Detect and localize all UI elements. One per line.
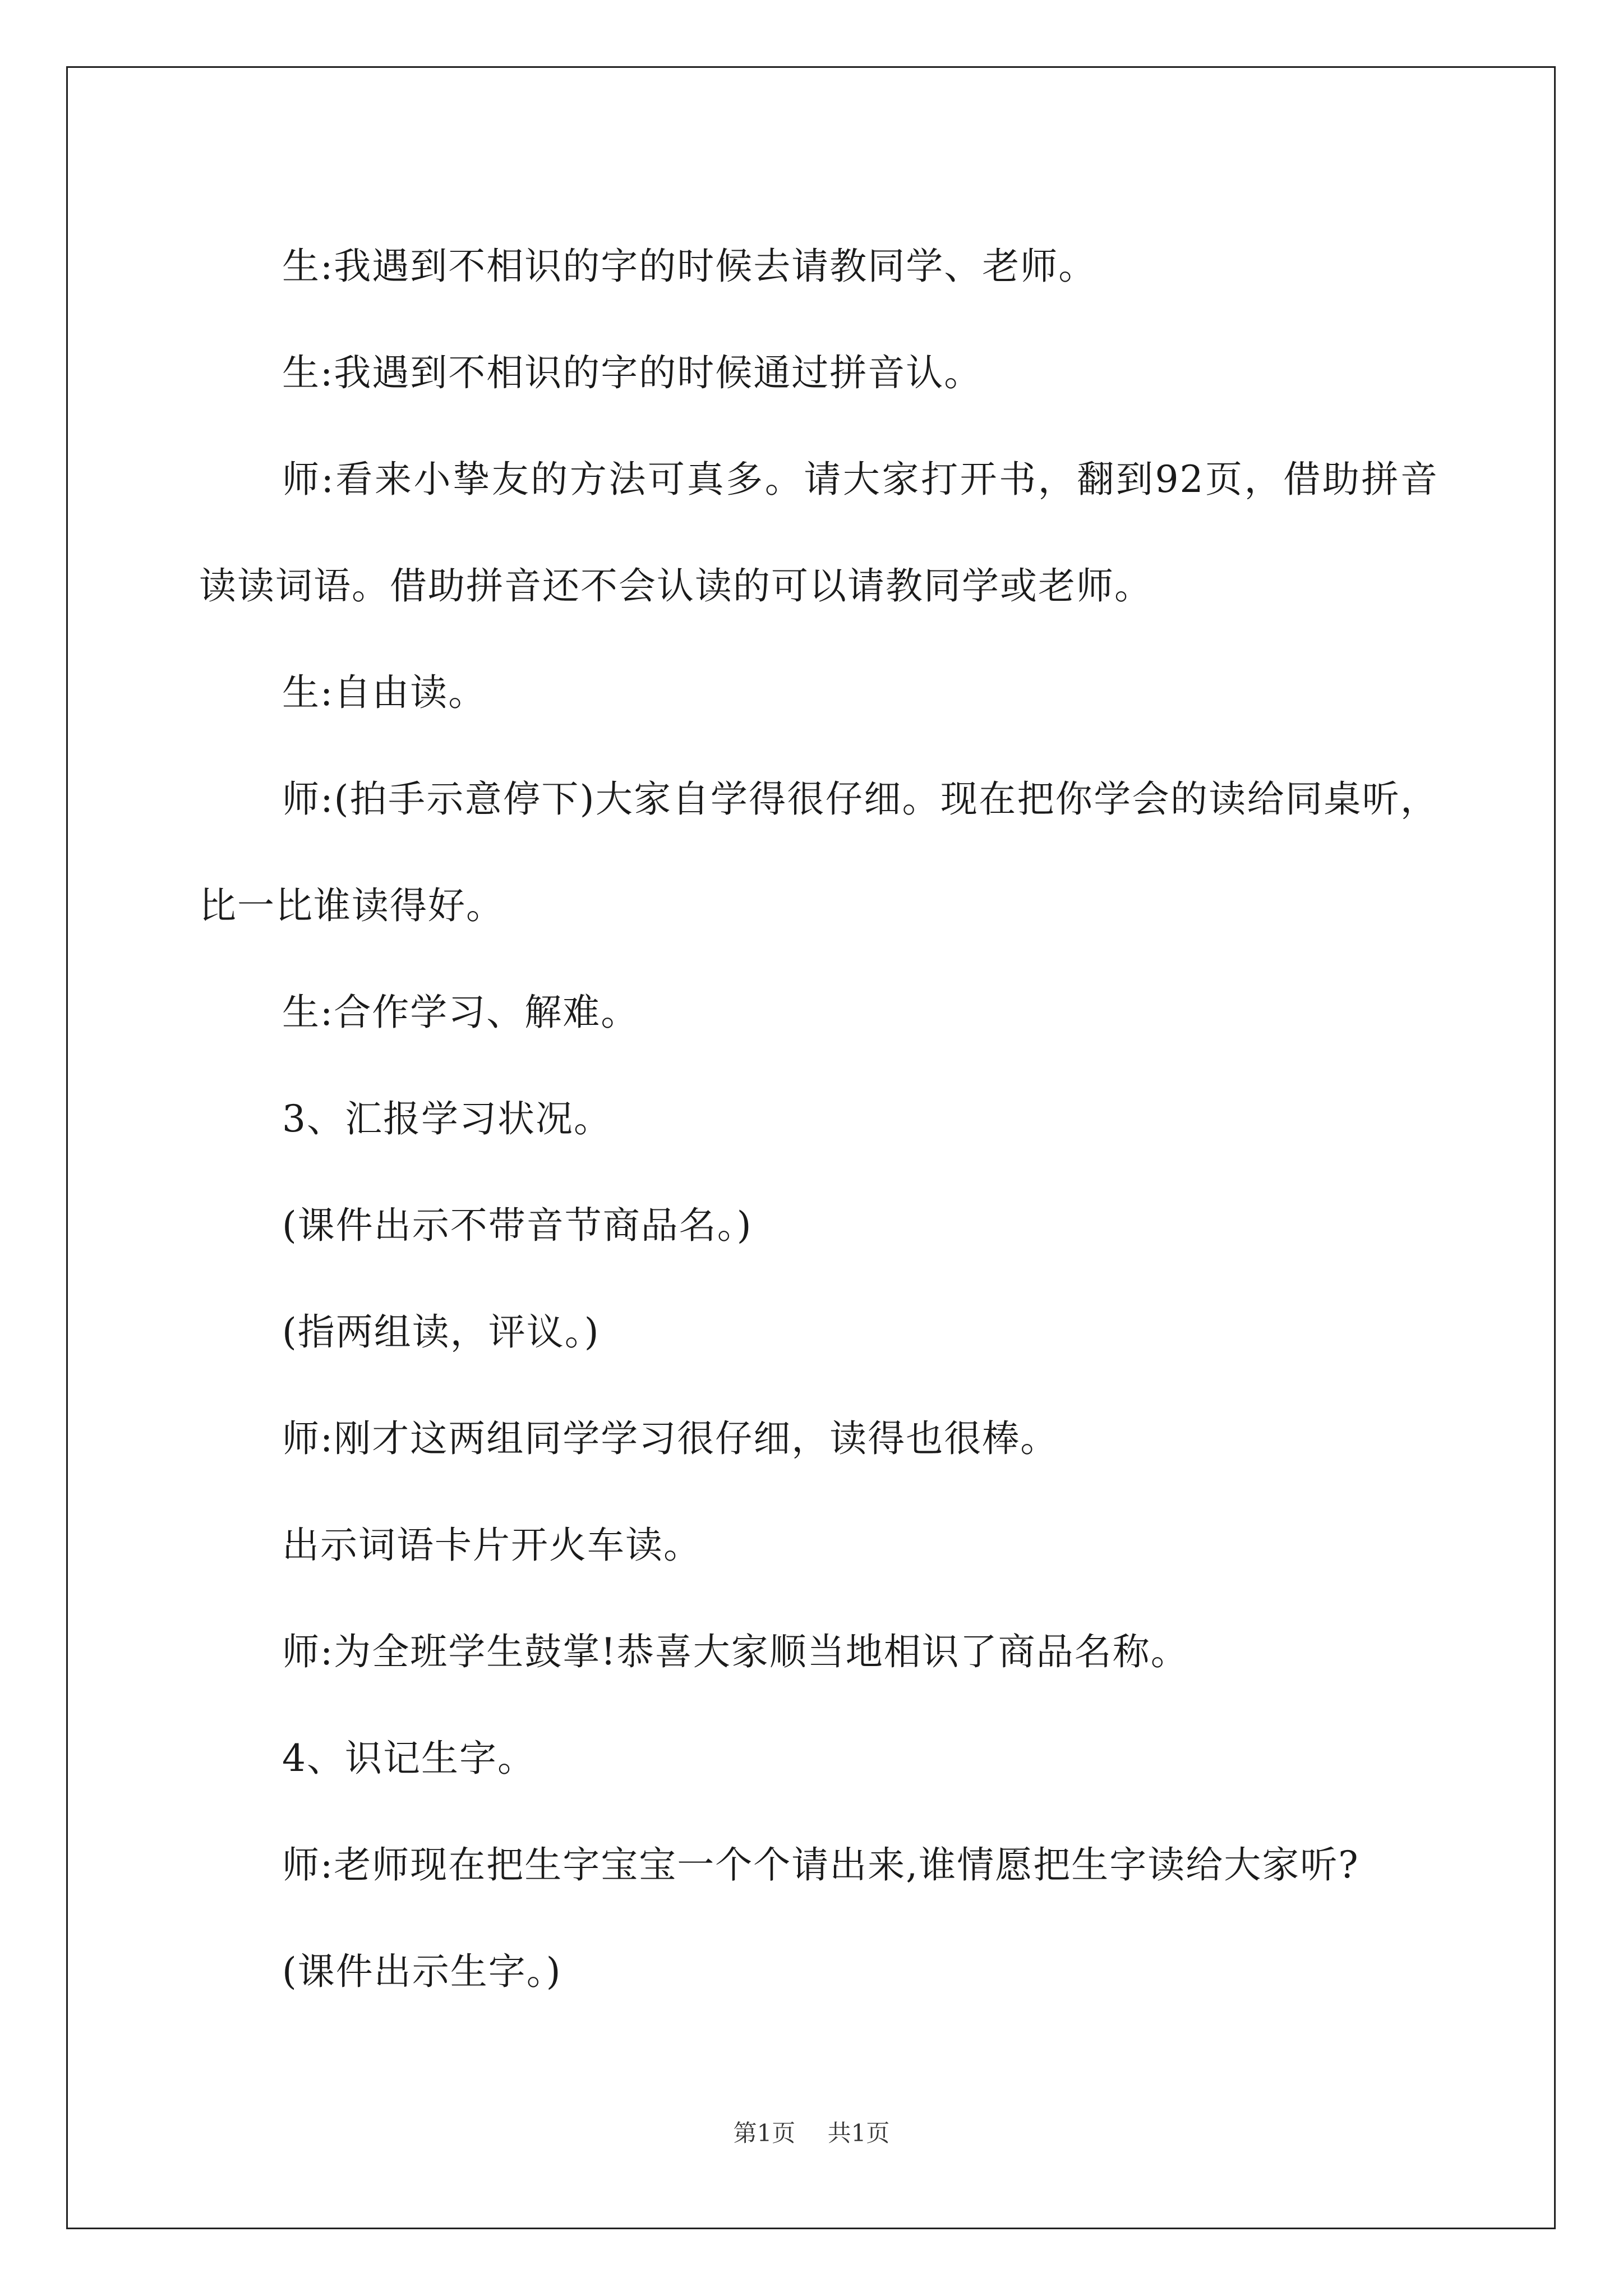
paragraph: 生:我遇到不相识的字的时候去请教同学、老师。 (282, 245, 1097, 288)
paragraph: 师:老师现在把生字宝宝一个个请出来,谁情愿把生字读给大家听? (282, 1843, 1359, 1887)
paragraph: (课件出示不带音节商品名。) (282, 1204, 753, 1247)
document-body (199, 213, 1438, 2025)
paragraph: 生:合作学习、解难。 (282, 991, 639, 1034)
paragraph: 师:刚才这两组同学学习很仔细，读得也很棒。 (282, 1417, 1059, 1460)
paragraph: 师:(拍手示意停下)大家自学得很仔细。现在把你学会的读给同桌听，比一比谁读得好。 (199, 777, 1438, 927)
page-number: 第1页 (733, 2119, 796, 2147)
paragraph: (指两组读，评议。) (282, 1310, 600, 1354)
paragraph: 生:我遇到不相识的字的时候通过拼音认。 (282, 351, 983, 394)
paragraph: 4、识记生字。 (282, 1737, 536, 1780)
page-footer (0, 2115, 1623, 2148)
paragraph: 师:看来小挚友的方法可真多。请大家打开书，翻到92页，借助拼音读读词语。借助拼音还不会认读的可以请教同学或老师。 (199, 458, 1438, 608)
page-total: 共1页 (827, 2119, 890, 2147)
paragraph: 生:自由读。 (282, 671, 487, 714)
paragraph: 出示词语卡片开火车读。 (282, 1524, 702, 1567)
paragraph: 3、汇报学习状况。 (282, 1097, 612, 1140)
paragraph: (课件出示生字。) (282, 1950, 562, 1993)
paragraph: 师:为全班学生鼓掌!恭喜大家顺当地相识了商品名称。 (282, 1630, 1189, 1673)
